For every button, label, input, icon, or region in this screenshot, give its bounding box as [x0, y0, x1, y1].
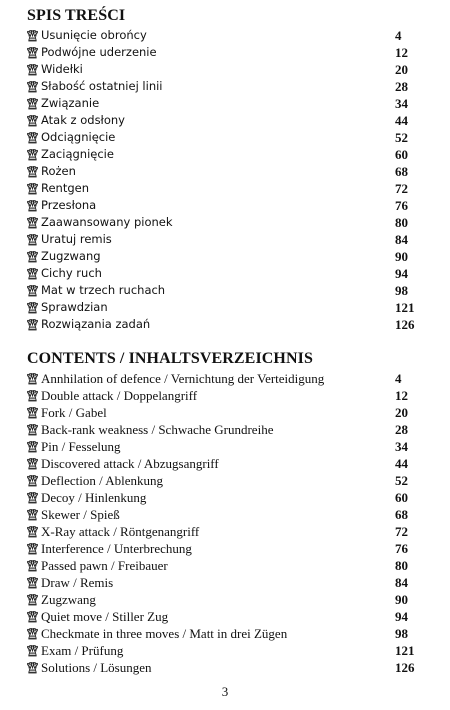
toc-entry — [27, 299, 417, 316]
toc-entry — [27, 61, 417, 78]
entry-title: Interference / Unterbrechung — [41, 541, 192, 556]
entry-page-number: 34 — [395, 96, 408, 111]
toc-entry — [27, 489, 417, 506]
toc-entry — [27, 129, 417, 146]
chess-queen-icon — [27, 610, 38, 622]
entry-title: Odciągnięcie — [41, 130, 116, 144]
entry-title: Rożen — [41, 164, 76, 178]
chess-queen-icon — [27, 457, 38, 469]
chess-queen-icon — [27, 318, 38, 330]
toc-entry — [27, 574, 417, 591]
entry-title: Cichy ruch — [41, 266, 102, 280]
chess-queen-icon — [27, 474, 38, 486]
toc-entry — [27, 370, 417, 387]
entry-page-number: 126 — [395, 317, 415, 332]
entry-page-number: 20 — [395, 62, 408, 77]
toc-entry — [27, 506, 417, 523]
chess-queen-icon — [27, 440, 38, 452]
entry-title: Exam / Prüfung — [41, 643, 124, 658]
entry-page-number: 80 — [395, 558, 408, 573]
toc-list-polish — [27, 27, 417, 333]
chess-queen-icon — [27, 372, 38, 384]
entry-page-number: 52 — [395, 130, 408, 145]
chess-queen-icon — [27, 80, 38, 92]
page-number: 3 — [221, 684, 229, 699]
entry-page-number: 12 — [395, 388, 408, 403]
toc-entry — [27, 608, 417, 625]
entry-page-number: 44 — [395, 113, 408, 128]
toc-entry — [27, 231, 417, 248]
entry-page-number: 68 — [395, 507, 408, 522]
entry-page-number: 52 — [395, 473, 408, 488]
entry-page-number: 68 — [395, 164, 408, 179]
entry-title: Sprawdzian — [41, 300, 108, 314]
toc-entry — [27, 282, 417, 299]
chess-queen-icon — [27, 165, 38, 177]
chess-queen-icon — [27, 131, 38, 143]
entry-title: Przesłona — [41, 198, 97, 212]
toc-entry — [27, 404, 417, 421]
entry-title: Usunięcie obrońcy — [41, 28, 147, 42]
entry-page-number: 121 — [395, 300, 415, 315]
entry-page-number: 4 — [395, 28, 402, 43]
toc-entry — [27, 523, 417, 540]
entry-page-number: 84 — [395, 232, 408, 247]
entry-title: Decoy / Hinlenkung — [41, 490, 147, 505]
section-heading-contents: CONTENTS / INHALTSVERZEICHNIS — [27, 350, 313, 367]
entry-title: Fork / Gabel — [41, 405, 107, 420]
chess-queen-icon — [27, 559, 38, 571]
entry-title: Widełki — [41, 62, 83, 76]
chess-queen-icon — [27, 644, 38, 656]
chess-queen-icon — [27, 233, 38, 245]
toc-entry — [27, 316, 417, 333]
toc-list-contents — [27, 370, 417, 676]
chess-queen-icon — [27, 199, 38, 211]
entry-title: Draw / Remis — [41, 575, 114, 590]
chess-queen-icon — [27, 216, 38, 228]
chess-queen-icon — [27, 182, 38, 194]
entry-page-number: 12 — [395, 45, 408, 60]
entry-title: Zaciągnięcie — [41, 147, 114, 161]
chess-queen-icon — [27, 301, 38, 313]
chess-queen-icon — [27, 661, 38, 673]
entry-title: Back-rank weakness / Schwache Grundreihe — [41, 422, 274, 437]
chess-queen-icon — [27, 423, 38, 435]
entry-title: Rentgen — [41, 181, 90, 195]
entry-title: Atak z odsłony — [41, 113, 125, 127]
entry-page-number: 98 — [395, 283, 408, 298]
chess-queen-icon — [27, 250, 38, 262]
entry-title: Związanie — [41, 96, 100, 110]
toc-entry — [27, 95, 417, 112]
chess-queen-icon — [27, 491, 38, 503]
toc-entry — [27, 265, 417, 282]
entry-title: Annhilation of defence / Vernichtung der Verteidigung — [41, 371, 325, 386]
entry-page-number: 28 — [395, 422, 408, 437]
toc-entry — [27, 248, 417, 265]
entry-title: Discovered attack / Abzugsangriff — [41, 456, 219, 471]
chess-queen-icon — [27, 593, 38, 605]
entry-title: Rozwiązania zadań — [41, 317, 151, 331]
entry-title: Zaawansowany pionek — [41, 215, 173, 229]
toc-entry — [27, 27, 417, 44]
entry-title: Passed pawn / Freibauer — [41, 558, 168, 573]
toc-entry — [27, 659, 417, 676]
toc-entry — [27, 214, 417, 231]
chess-queen-icon — [27, 284, 38, 296]
toc-entry — [27, 421, 417, 438]
entry-page-number: 60 — [395, 490, 408, 505]
entry-page-number: 94 — [395, 609, 408, 624]
toc-entry — [27, 197, 417, 214]
entry-page-number: 44 — [395, 456, 408, 471]
chess-queen-icon — [27, 406, 38, 418]
toc-entry — [27, 557, 417, 574]
toc-entry — [27, 387, 417, 404]
section-heading-polish: SPIS TREŚCI — [27, 7, 126, 24]
entry-title: Pin / Fesselung — [41, 439, 121, 454]
toc-entry — [27, 180, 417, 197]
entry-page-number: 72 — [395, 524, 408, 539]
chess-queen-icon — [27, 29, 38, 41]
entry-title: Checkmate in three moves / Matt in drei Zügen — [41, 626, 288, 641]
entry-title: Zugzwang — [41, 592, 96, 607]
chess-queen-icon — [27, 63, 38, 75]
entry-page-number: 90 — [395, 249, 408, 264]
entry-title: Uratuj remis — [41, 232, 112, 246]
chess-queen-icon — [27, 525, 38, 537]
chess-queen-icon — [27, 627, 38, 639]
entry-title: Solutions / Lösungen — [41, 660, 152, 675]
entry-page-number: 98 — [395, 626, 408, 641]
chess-queen-icon — [27, 508, 38, 520]
entry-page-number: 80 — [395, 215, 408, 230]
entry-title: Deflection / Ablenkung — [41, 473, 164, 488]
toc-entry — [27, 472, 417, 489]
toc-entry — [27, 78, 417, 95]
chess-queen-icon — [27, 576, 38, 588]
entry-title: Podwójne uderzenie — [41, 45, 157, 59]
entry-page-number: 60 — [395, 147, 408, 162]
toc-entry — [27, 112, 417, 129]
entry-page-number: 28 — [395, 79, 408, 94]
entry-page-number: 90 — [395, 592, 408, 607]
chess-queen-icon — [27, 542, 38, 554]
entry-page-number: 4 — [395, 371, 402, 386]
chess-queen-icon — [27, 267, 38, 279]
entry-page-number: 20 — [395, 405, 408, 420]
toc-entry — [27, 591, 417, 608]
chess-queen-icon — [27, 148, 38, 160]
entry-title: Quiet move / Stiller Zug — [41, 609, 169, 624]
toc-entry — [27, 44, 417, 61]
chess-queen-icon — [27, 114, 38, 126]
entry-title: Słabość ostatniej linii — [41, 79, 163, 93]
toc-entry — [27, 642, 417, 659]
toc-entry — [27, 438, 417, 455]
entry-page-number: 126 — [395, 660, 415, 675]
chess-queen-icon — [27, 46, 38, 58]
chess-queen-icon — [27, 97, 38, 109]
entry-title: Mat w trzech ruchach — [41, 283, 166, 297]
toc-entry — [27, 625, 417, 642]
entry-page-number: 84 — [395, 575, 408, 590]
entry-title: Zugzwang — [41, 249, 101, 263]
entry-page-number: 34 — [395, 439, 408, 454]
entry-page-number: 76 — [395, 541, 408, 556]
entry-page-number: 76 — [395, 198, 408, 213]
chess-queen-icon — [27, 389, 38, 401]
toc-entry — [27, 146, 417, 163]
entry-title: Double attack / Doppelangriff — [41, 388, 198, 403]
entry-page-number: 94 — [395, 266, 408, 281]
entry-title: X-Ray attack / Röntgenangriff — [41, 524, 200, 539]
toc-entry — [27, 455, 417, 472]
entry-title: Skewer / Spieß — [41, 507, 120, 522]
entry-page-number: 72 — [395, 181, 408, 196]
toc-entry — [27, 540, 417, 557]
toc-entry — [27, 163, 417, 180]
entry-page-number: 121 — [395, 643, 415, 658]
